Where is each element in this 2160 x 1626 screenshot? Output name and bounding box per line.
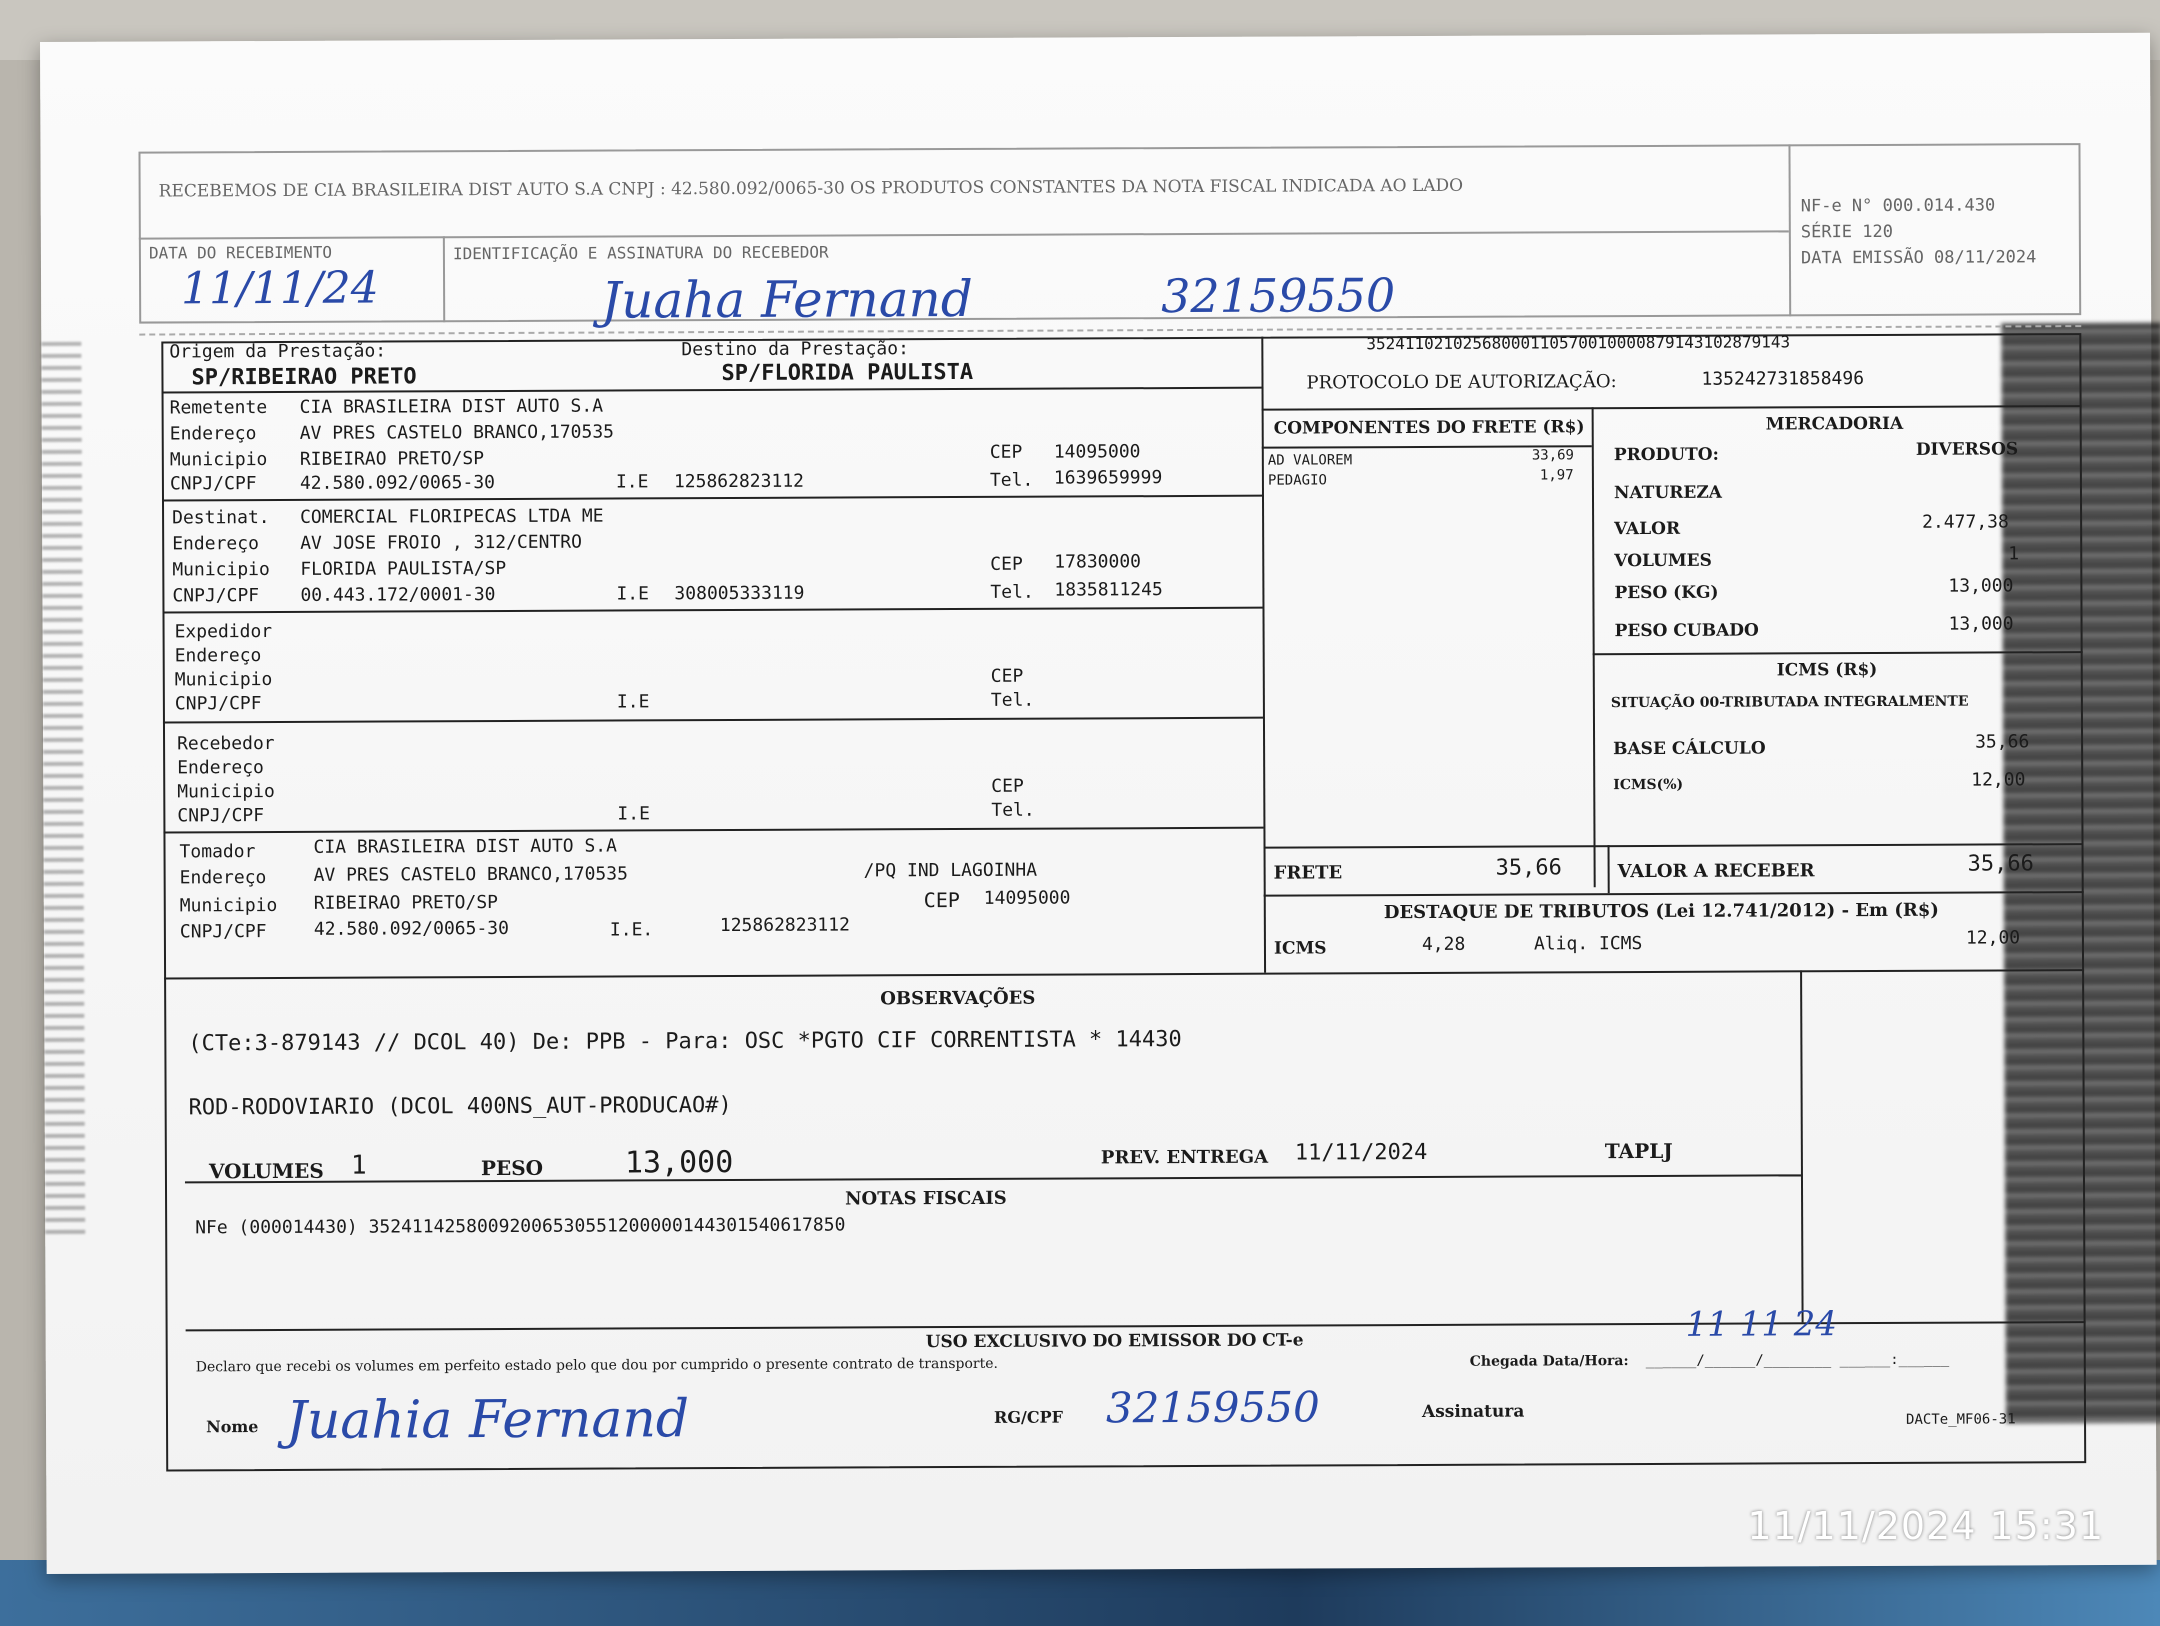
nome-label: Nome — [206, 1417, 259, 1437]
destinatario-cep: 17830000 — [1054, 551, 1142, 573]
valor-label: VALOR — [1614, 518, 1681, 540]
receipt-vdivider-2 — [443, 236, 445, 322]
valor-value: 2.477,38 — [1922, 511, 2009, 533]
base-calculo-label: BASE CÁLCULO — [1613, 738, 1766, 760]
remetente-endereco-label: Endereço — [169, 423, 257, 445]
col-divider-receber — [1608, 845, 1610, 893]
destinatario-tel-label: Tel. — [990, 581, 1034, 603]
destinatario-municipio: FLORIDA PAULISTA/SP — [300, 557, 507, 580]
remetente-tel-label: Tel. — [989, 469, 1034, 491]
destinatario-label: Destinat. — [172, 507, 270, 529]
mercadoria-title: MERCADORIA — [1765, 413, 1904, 435]
icms-title: ICMS (R$) — [1776, 659, 1878, 681]
photo-timestamp: 11/11/2024 15:31 — [1747, 1504, 2104, 1548]
remetente-ie-label: I.E — [615, 471, 649, 493]
expedidor-municipio-label: Municipio — [174, 668, 273, 691]
recebedor-cnpj-label: CNPJ/CPF — [177, 805, 265, 827]
origem-label: Origem da Prestação: — [169, 340, 387, 363]
dacte-document — [40, 33, 2157, 1574]
tributos-icms-value: 4,28 — [1421, 933, 1466, 955]
chegada-label: Chegada Data/Hora: — [1469, 1353, 1629, 1370]
tomador-label: Tomador — [179, 841, 256, 863]
remetente-name: CIA BRASILEIRA DIST AUTO S.A — [299, 395, 604, 418]
frete-label: FRETE — [1273, 862, 1343, 884]
expedidor-label: Expedidor — [174, 620, 273, 643]
peso-cubado-value: 13,000 — [1948, 613, 2014, 635]
obs-code: TAPLJ — [1604, 1138, 1673, 1164]
receipt-text: RECEBEMOS DE CIA BRASILEIRA DIST AUTO S.A CNPJ : 42.580.092/0065-30 OS PRODUTOS CONSTANTES DA NOTA FISCAL INDICADA AO LADO — [158, 175, 1464, 202]
peso-value: 13,000 — [1948, 575, 2014, 597]
destinatario-tel: 1835811245 — [1054, 579, 1163, 601]
remetente-tel: 1639659999 — [1053, 467, 1163, 489]
destinatario-municipio-label: Municipio — [172, 559, 270, 581]
volumes-label: VOLUMES — [1614, 550, 1712, 572]
destinatario-ie-label: I.E — [616, 583, 649, 605]
produto-label: PRODUTO: — [1613, 444, 1719, 466]
tributos-icms-label: ICMS — [1273, 938, 1327, 959]
peso-label: PESO (KG) — [1614, 582, 1719, 604]
tomador-endereco-label: Endereço — [179, 867, 267, 889]
tomador-name: CIA BRASILEIRA DIST AUTO S.A — [313, 835, 617, 858]
uso-title: USO EXCLUSIVO DO EMISSOR DO CT-e — [925, 1330, 1304, 1353]
obs-peso-label: PESO — [480, 1155, 544, 1181]
volumes-value: 1 — [2008, 543, 2020, 565]
receipt-signature-label: IDENTIFICAÇÃO E ASSINATURA DO RECEBEDOR — [452, 242, 829, 264]
receipt-date-handwritten: 11/11/24 — [180, 262, 379, 315]
remetente-endereco: AV PRES CASTELO BRANCO,170535 — [299, 421, 615, 444]
expedidor-cep-label: CEP — [990, 665, 1024, 687]
tomador-cnpj-label: CNPJ/CPF — [179, 921, 267, 943]
tributos-title: DESTAQUE DE TRIBUTOS (Lei 12.741/2012) - Em (R$) — [1383, 899, 1939, 924]
nfe-number: NF-e N° 000.014.430 — [1800, 195, 1996, 217]
tomador-cnpj: 42.580.092/0065-30 — [313, 917, 509, 940]
recebedor-ie-label: I.E — [617, 803, 650, 825]
expedidor-cnpj-label: CNPJ/CPF — [174, 693, 262, 715]
rg-label: RG/CPF — [993, 1407, 1063, 1427]
nfe-emission-date: DATA EMISSÃO 08/11/2024 — [1800, 247, 2037, 269]
chegada-blank: ______/______/________ ______:______ — [1645, 1351, 1950, 1370]
destinatario-cnpj-label: CNPJ/CPF — [172, 585, 260, 607]
toner-smudge-left — [41, 342, 85, 1242]
destinatario-cnpj: 00.443.172/0001-30 — [300, 584, 496, 606]
peso-cubado-label: PESO CUBADO — [1614, 620, 1759, 642]
form-code: DACTe_MF06-31 — [1905, 1411, 2016, 1428]
prev-entrega-label: PREV. ENTREGA — [1100, 1146, 1269, 1169]
rg-handwritten: 32159550 — [1105, 1382, 1320, 1433]
natureza-label: NATUREZA — [1613, 482, 1722, 504]
icms-aliq-value: 12,00 — [1971, 769, 2026, 791]
componente-0-value: 33,69 — [1531, 447, 1575, 464]
tomador-cep: 14095000 — [983, 887, 1071, 909]
destinatario-endereco: AV JOSE FROIO , 312/CENTRO — [300, 531, 582, 554]
remetente-cep-label: CEP — [989, 441, 1023, 463]
receipt-id-handwritten: 32159550 — [1161, 268, 1396, 324]
expedidor-ie-label: I.E — [616, 691, 650, 713]
destino-value: SP/FLORIDA PAULISTA — [721, 359, 974, 387]
remetente-municipio-label: Municipio — [169, 449, 268, 471]
remetente-cnpj-label: CNPJ/CPF — [169, 473, 257, 495]
tributos-aliq-label: Aliq. ICMS — [1533, 933, 1643, 955]
remetente-cnpj: 42.580.092/0065-30 — [299, 472, 496, 494]
origem-value: SP/RIBEIRAO PRETO — [191, 364, 417, 391]
nfe-serie: SÉRIE 120 — [1800, 221, 1894, 243]
recebedor-cep-label: CEP — [991, 775, 1024, 797]
protocolo-label: PROTOCOLO DE AUTORIZAÇÃO: — [1306, 371, 1617, 394]
chegada-handwritten: 11 11 24 — [1685, 1304, 1838, 1345]
expedidor-endereco-label: Endereço — [174, 645, 262, 667]
componente-1-label: PEDAGIO — [1267, 472, 1327, 489]
nome-signature: Juahia Fernand — [285, 1389, 690, 1451]
observacoes-title: OBSERVAÇÕES — [880, 987, 1036, 1010]
tomador-ie: 125862823112 — [719, 914, 850, 937]
observacoes-line2: ROD-RODOVIARIO (DCOL 400NS_AUT-PRODUCAO#) — [188, 1092, 732, 1121]
tomador-endereco: AV PRES CASTELO BRANCO,170535 — [313, 863, 628, 886]
tomador-municipio-label: Municipio — [179, 894, 278, 917]
recebedor-label: Recebedor — [177, 732, 275, 755]
obs-volumes-value: 1 — [350, 1150, 367, 1181]
recebedor-endereco-label: Endereço — [177, 757, 264, 779]
produto-value: DIVERSOS — [1915, 439, 2019, 460]
frete-value: 35,66 — [1495, 855, 1562, 881]
remetente-label: Remetente — [169, 397, 268, 419]
icms-situacao: SITUAÇÃO 00-TRIBUTADA INTEGRALMENTE — [1610, 693, 1969, 712]
remetente-municipio: RIBEIRAO PRETO/SP — [299, 448, 485, 470]
icms-aliq-label: ICMS(%) — [1613, 776, 1684, 794]
notas-line: NFe (000014430) 35241142580092006530551200000144301540617850 — [195, 1214, 846, 1239]
remetente-ie: 125862823112 — [673, 470, 805, 493]
obs-volumes-label: VOLUMES — [208, 1158, 324, 1184]
notas-title: NOTAS FISCAIS — [845, 1187, 1007, 1210]
tomador-ie-label: I.E. — [609, 919, 654, 941]
componentes-title: COMPONENTES DO FRETE (R$) — [1273, 417, 1585, 439]
valor-receber-value: 35,66 — [1967, 851, 2034, 877]
destinatario-ie: 308005333119 — [674, 582, 805, 605]
receipt-date-label: DATA DO RECEBIMENTO — [148, 242, 332, 263]
tomador-municipio: RIBEIRAO PRETO/SP — [313, 892, 499, 914]
recebedor-municipio-label: Municipio — [177, 780, 275, 803]
prev-entrega-value: 11/11/2024 — [1294, 1139, 1428, 1166]
obs-peso-value: 13,000 — [624, 1144, 734, 1181]
valor-receber-label: VALOR A RECEBER — [1617, 860, 1815, 883]
assinatura-label: Assinatura — [1421, 1401, 1525, 1422]
destino-label: Destino da Prestação: — [681, 338, 909, 361]
componente-0-label: AD VALOREM — [1267, 452, 1353, 469]
destinatario-endereco-label: Endereço — [172, 533, 259, 555]
uso-declaro: Declaro que recebi os volumes em perfeito estado pelo que dou por cumprido o presente contrato de transporte. — [195, 1355, 998, 1376]
destinatario-name: COMERCIAL FLORIPECAS LTDA ME — [300, 505, 604, 528]
col-divider-tributos — [1264, 895, 1266, 973]
tomador-cep-label: CEP — [923, 887, 960, 913]
chave-acesso: 35241102102568000110570010000879143102879143 — [1366, 332, 1791, 354]
expedidor-tel-label: Tel. — [990, 689, 1035, 711]
componente-1-value: 1,97 — [1539, 467, 1574, 484]
protocolo-value: 135242731858496 — [1701, 368, 1865, 390]
destinatario-cep-label: CEP — [990, 553, 1023, 575]
tomador-bairro: /PQ IND LAGOINHA — [863, 859, 1038, 882]
remetente-cep: 14095000 — [1053, 441, 1141, 463]
base-calculo-value: 35,66 — [1975, 731, 2030, 753]
recebedor-tel-label: Tel. — [991, 799, 1035, 821]
observacoes-line1: (CTe:3-879143 // DCOL 40) De: PPB - Para: OSC *PGTO CIF CORRENTISTA * 14430 — [188, 1027, 1182, 1057]
tributos-aliq-value: 12,00 — [1965, 927, 2021, 949]
receipt-signature: Juaha Fernand — [601, 269, 973, 330]
